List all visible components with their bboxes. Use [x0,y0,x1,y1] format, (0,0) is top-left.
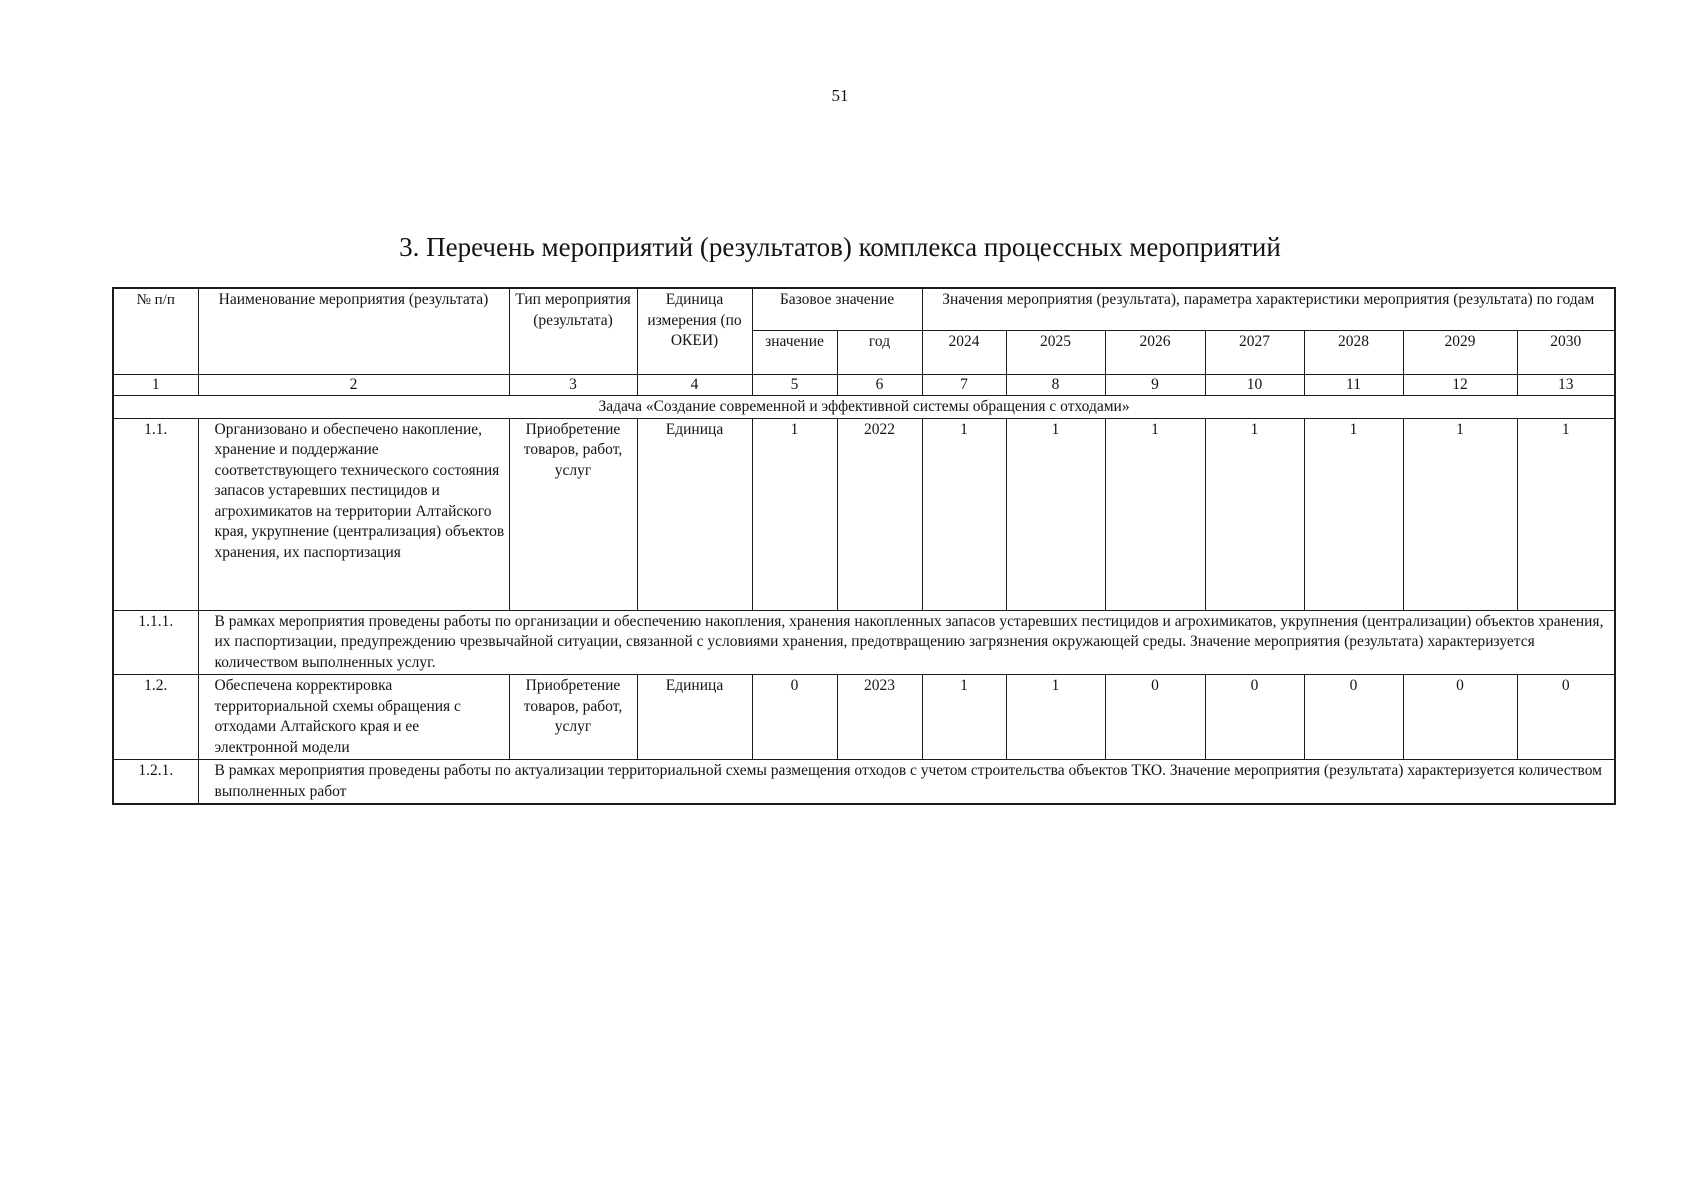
table-row [113,675,1615,760]
column-number: 3 [509,374,637,395]
base-year: 2023 [837,675,922,760]
column-number: 12 [1403,374,1517,395]
year-value: 1 [922,418,1006,610]
row-number: 1.2. [113,675,198,760]
year-value: 1 [1006,675,1105,760]
table-row [113,418,1615,610]
column-number: 4 [637,374,752,395]
event-type: Приобретение товаров, работ, услуг [509,418,637,610]
year-value: 1 [1304,418,1403,610]
task-title: Задача «Создание современной и эффективной системы обращения с отходами» [113,395,1615,418]
year-value: 0 [1205,675,1304,760]
column-number: 10 [1205,374,1304,395]
header-year: 2024 [922,330,1006,374]
header-type: Тип мероприятия (результата) [509,288,637,374]
event-type: Приобретение товаров, работ, услуг [509,675,637,760]
detail-row [113,760,1615,805]
header-year: 2026 [1105,330,1205,374]
year-value: 1 [1006,418,1105,610]
detail-number: 1.2.1. [113,760,198,805]
header-year: 2025 [1006,330,1105,374]
detail-text: В рамках мероприятия проведены работы по актуализации территориальной схемы размещения отходов с учетом строительства объектов ТКО. Значение мероприятия (результата) характеризуется количеством выполненных работ [198,760,1615,805]
year-value: 1 [1105,418,1205,610]
header-year: 2028 [1304,330,1403,374]
header-unit: Единица измерения (по ОКЕИ) [637,288,752,374]
year-value: 1 [1403,418,1517,610]
header-base-value: значение [752,330,837,374]
column-number: 9 [1105,374,1205,395]
event-name: Обеспечена корректировка территориальной схемы обращения с отходами Алтайского края и ее электронной модели [198,675,509,760]
column-numbers-row [113,374,1615,395]
year-value: 1 [1517,418,1615,610]
year-value: 0 [1105,675,1205,760]
column-number: 6 [837,374,922,395]
header-base-year: год [837,330,922,374]
column-number: 1 [113,374,198,395]
year-value: 1 [1205,418,1304,610]
header-name: Наименование мероприятия (результата) [198,288,509,374]
year-value: 0 [1304,675,1403,760]
events-table [112,287,1616,805]
task-row [113,395,1615,418]
row-number: 1.1. [113,418,198,610]
document-title: 3. Перечень мероприятий (результатов) комплекса процессных мероприятий [399,232,1281,262]
column-number: 2 [198,374,509,395]
detail-number: 1.1.1. [113,610,198,675]
header-year: 2029 [1403,330,1517,374]
detail-text: В рамках мероприятия проведены работы по организации и обеспечению накопления, хранения накопленных запасов устаревших пестицидов и агрохимикатов, укрупнения (централизации) объектов хранения, их паспортизации, предупреждению чрезвычайной ситуации, связанной с условиями хранения, предотвращению загрязнения окружающей среды. Значение мероприятия (результата) характеризуется количеством выполненных услуг. [198,610,1615,675]
year-value: 0 [1403,675,1517,760]
column-number: 5 [752,374,837,395]
base-value: 1 [752,418,837,610]
header-year: 2030 [1517,330,1615,374]
detail-row [113,610,1615,675]
base-year: 2022 [837,418,922,610]
year-value: 0 [1517,675,1615,760]
column-number: 8 [1006,374,1105,395]
event-unit: Единица [637,418,752,610]
column-number: 11 [1304,374,1403,395]
header-base: Базовое значение [752,288,922,330]
header-num: № п/п [113,288,198,374]
header-values-by-year: Значения мероприятия (результата), параметра характеристики мероприятия (результата) по годам [922,288,1615,330]
header-year: 2027 [1205,330,1304,374]
header-row [113,288,1615,330]
year-value: 1 [922,675,1006,760]
column-number: 7 [922,374,1006,395]
event-name: Организовано и обеспечено накопление, хранение и поддержание соответствующего технического состояния запасов устаревших пестицидов и агрохимикатов на территории Алтайского края, укрупнение (централизация) объектов хранения, их паспортизация [198,418,509,610]
event-unit: Единица [637,675,752,760]
base-value: 0 [752,675,837,760]
page-number: 51 [831,86,849,105]
column-number: 13 [1517,374,1615,395]
